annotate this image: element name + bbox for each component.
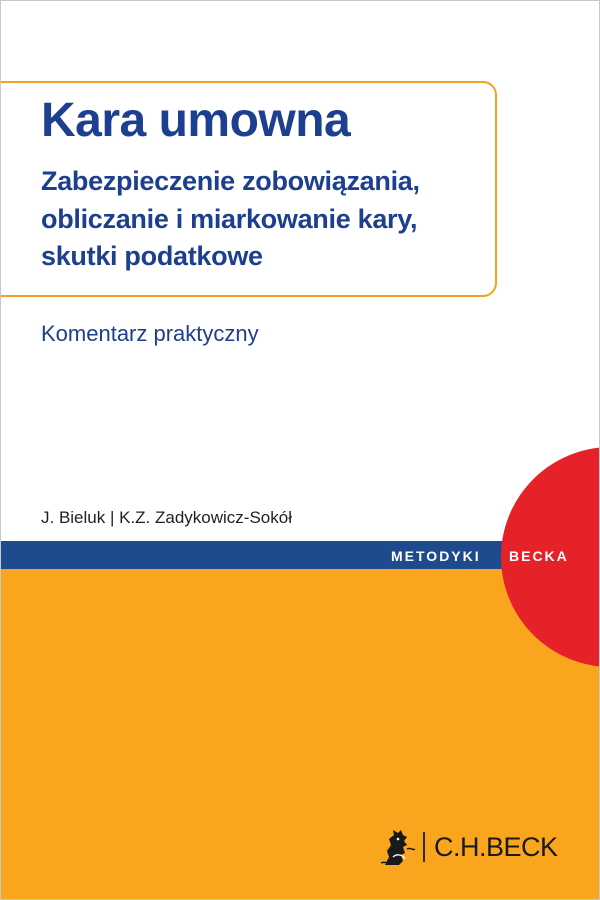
series-name-metodyki: METODYKI [391,548,481,564]
subtitle-line-1: Zabezpieczenie zobowiązania, [41,166,420,196]
publisher-divider [423,832,425,862]
subtitle-line-3: skutki podatkowe [41,241,263,271]
series-name-becka: BECKA [509,548,569,564]
publisher-logo [379,827,558,867]
subtitle-line-2: obliczanie i miarkowanie kary, [41,204,418,234]
book-title: Kara umowna [41,94,351,147]
publisher-name: C.H.BECK [434,831,558,862]
griffin-icon [379,827,417,867]
series-label: Komentarz praktyczny [41,321,259,346]
authors: J. Bieluk | K.Z. Zadykowicz-Sokół [41,508,292,527]
